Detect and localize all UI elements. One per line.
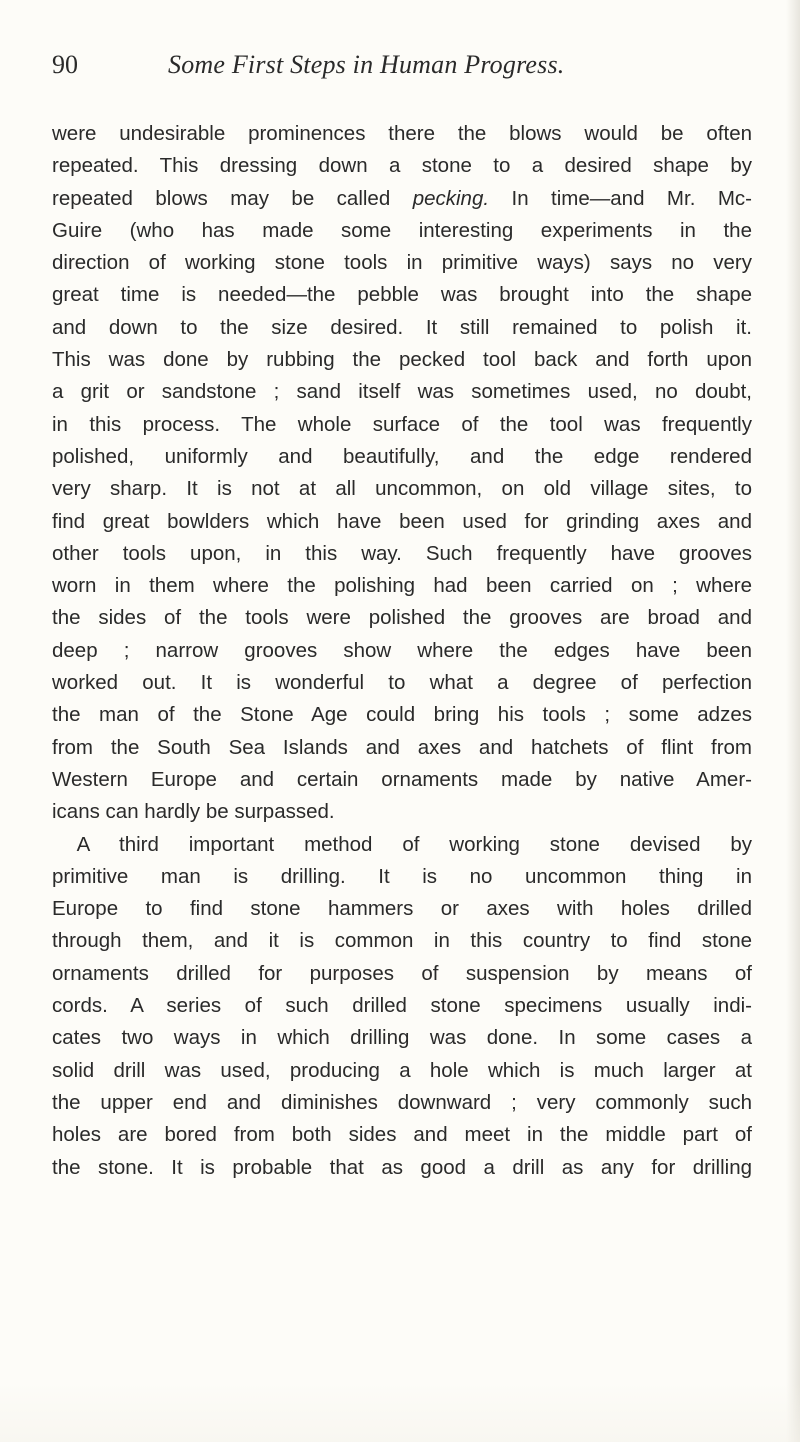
text-line: Europe to find stone hammers or axes with holes drilled	[52, 897, 752, 921]
page-bottom-fade	[0, 1382, 800, 1442]
text-line: ornaments drilled for purposes of suspension by means of	[52, 961, 752, 985]
text-line: in this process. The whole surface of the tool was frequently	[52, 412, 752, 436]
text-line: This was done by rubbing the pecked tool back and forth upon	[52, 348, 752, 372]
text-line: the stone. It is probable that as good a drill as any for drilling	[52, 1155, 752, 1179]
text-line: the upper end and diminishes downward ; very commonly such	[52, 1090, 752, 1114]
text-line: find great bowlders which have been used for grinding axes and	[52, 509, 752, 533]
text-line: through them, and it is common in this country to find stone	[52, 929, 752, 953]
text-line: repeated blows may be called pecking. In time—and Mr. Mc-	[52, 186, 752, 210]
text-line: the sides of the tools were polished the grooves are broad and	[52, 606, 752, 630]
text-line: a grit or sandstone ; sand itself was sometimes used, no doubt,	[52, 380, 752, 404]
text-line: polished, uniformly and beautifully, and the edge rendered	[52, 444, 752, 468]
text-line: A third important method of working stone devised by	[76, 832, 752, 856]
paragraph	[52, 118, 752, 829]
page-edge-shadow	[786, 0, 800, 1442]
page-number: 90	[52, 50, 78, 79]
text-line: worn in them where the polishing had been carried on ; where	[52, 574, 752, 598]
text-line: the man of the Stone Age could bring his tools ; some adzes	[52, 703, 752, 727]
paragraph	[52, 829, 752, 1184]
text-line: other tools upon, in this way. Such frequently have grooves	[52, 541, 752, 565]
text-line: icans can hardly be surpassed.	[52, 800, 335, 824]
text-line: cates two ways in which drilling was done. In some cases a	[52, 1026, 752, 1050]
text-line: Guire (who has made some interesting experiments in the	[52, 218, 752, 242]
text-line: were undesirable prominences there the blows would be often	[52, 122, 752, 145]
running-title: Some First Steps in Human Progress.	[168, 50, 565, 79]
text-line: from the South Sea Islands and axes and hatchets of flint from	[52, 735, 752, 759]
text-line: direction of working stone tools in primitive ways) says no very	[52, 251, 752, 275]
text-line: worked out. It is wonderful to what a degree of perfection	[52, 671, 752, 695]
text-line: repeated. This dressing down a stone to a desired shape by	[52, 154, 752, 178]
text-line: solid drill was used, producing a hole which is much larger at	[52, 1058, 752, 1082]
text-line: very sharp. It is not at all uncommon, on old village sites, to	[52, 477, 752, 501]
text-line: great time is needed—the pebble was brought into the shape	[52, 283, 752, 307]
text-line: Western Europe and certain ornaments made by native Amer-	[52, 767, 752, 791]
emphasized-term: pecking.	[412, 186, 490, 210]
running-header	[52, 50, 752, 90]
text-line: deep ; narrow grooves show where the edges have been	[52, 638, 752, 662]
text-line: holes are bored from both sides and meet in the middle part of	[52, 1123, 752, 1147]
body-text	[52, 118, 752, 1184]
text-line: cords. A series of such drilled stone specimens usually indi-	[52, 994, 752, 1018]
text-line: primitive man is drilling. It is no uncommon thing in	[52, 864, 752, 888]
text-line: and down to the size desired. It still remained to polish it.	[52, 315, 752, 339]
